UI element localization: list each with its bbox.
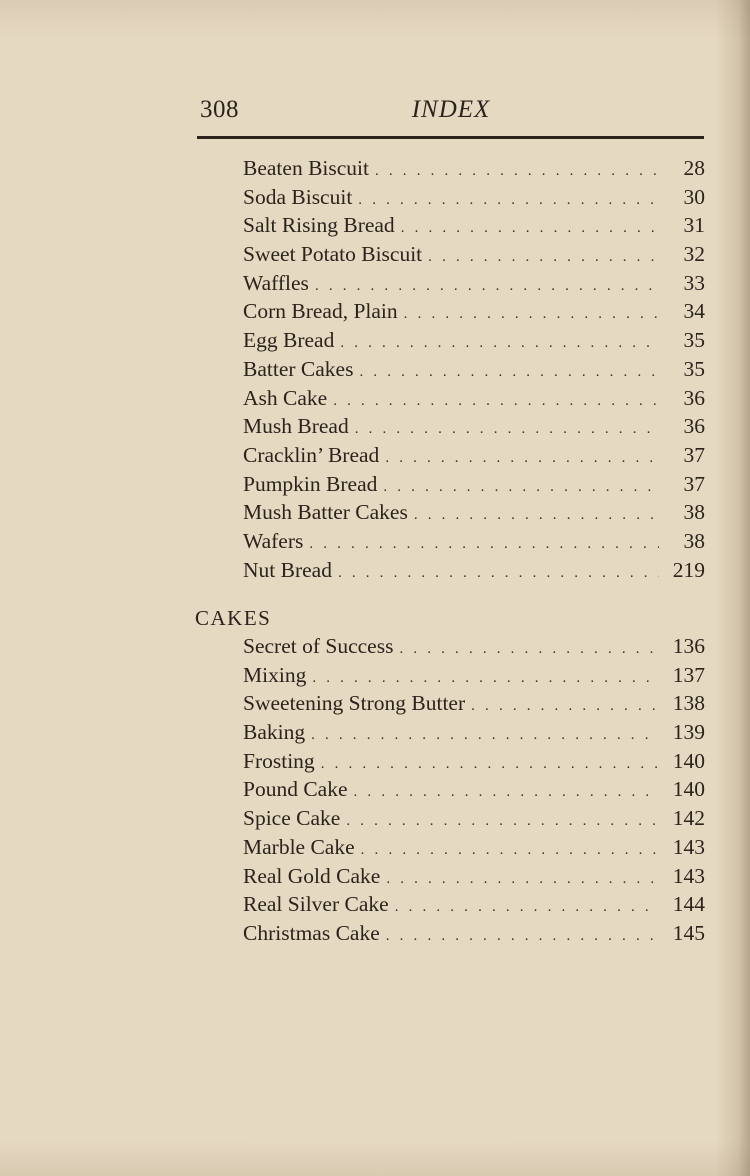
- page-number: 308: [200, 96, 239, 123]
- dot-leader: [354, 784, 659, 801]
- entry-label: Christmas Cake: [243, 920, 380, 945]
- index-entry: [243, 472, 705, 501]
- entry-page-number: 145: [672, 920, 705, 945]
- entry-label: Cracklin’ Bread: [243, 442, 380, 467]
- entry-label: Egg Bread: [243, 328, 335, 353]
- cakes-index-list: [243, 634, 705, 950]
- index-entry: [243, 500, 705, 529]
- entry-label: Marble Cake: [243, 834, 355, 859]
- dot-leader: [359, 364, 659, 381]
- entry-label: Secret of Success: [243, 634, 394, 658]
- index-entry: [243, 328, 705, 357]
- entry-page-number: 30: [683, 184, 705, 209]
- dot-leader: [404, 306, 659, 323]
- entry-page-number: 36: [683, 385, 705, 410]
- dot-leader: [386, 871, 659, 888]
- index-entry: [243, 386, 705, 415]
- header-rule: [197, 136, 704, 139]
- index-entry: [243, 835, 705, 864]
- index-entry: [243, 921, 705, 950]
- dot-leader: [340, 335, 659, 352]
- index-entry: [243, 271, 705, 300]
- entry-page-number: 219: [672, 557, 705, 582]
- dot-leader: [428, 249, 659, 266]
- entry-label: Beaten Biscuit: [243, 156, 369, 180]
- index-entry: [243, 691, 705, 720]
- index-entry: [243, 357, 705, 386]
- dot-leader: [395, 899, 659, 916]
- entry-label: Real Silver Cake: [243, 892, 389, 917]
- entry-page-number: 140: [672, 748, 705, 773]
- entry-label: Wafers: [243, 528, 304, 553]
- entry-label: Nut Bread: [243, 557, 332, 582]
- entry-label: Mush Bread: [243, 414, 349, 439]
- index-entry: [243, 242, 705, 271]
- index-entry: [243, 634, 705, 663]
- dot-leader: [399, 641, 659, 658]
- index-entry: [243, 299, 705, 328]
- index-entry: [243, 720, 705, 749]
- entry-label: Soda Biscuit: [243, 184, 353, 209]
- entry-page-number: 144: [672, 892, 705, 917]
- index-entry: [243, 213, 705, 242]
- entry-page-number: 38: [683, 500, 705, 525]
- page-header: [198, 96, 704, 130]
- entry-label: Baking: [243, 720, 306, 745]
- entry-page-number: 36: [683, 414, 705, 439]
- entry-page-number: 38: [683, 528, 705, 553]
- dot-leader: [358, 192, 659, 209]
- dot-leader: [385, 450, 659, 467]
- index-entry: [243, 749, 705, 778]
- index-entry: [243, 777, 705, 806]
- index-entry: [243, 443, 705, 472]
- index-entry: [243, 529, 705, 558]
- dot-leader: [383, 479, 659, 496]
- entry-page-number: 28: [683, 156, 705, 180]
- dot-leader: [471, 698, 659, 715]
- entry-page-number: 35: [683, 356, 705, 381]
- index-entry: [243, 892, 705, 921]
- dot-leader: [311, 727, 659, 744]
- entry-label: Ash Cake: [243, 385, 328, 410]
- dot-leader: [401, 220, 659, 237]
- entry-page-number: 34: [683, 299, 705, 324]
- entry-label: Mixing: [243, 662, 307, 687]
- entry-page-number: 35: [683, 328, 705, 353]
- dot-leader: [346, 813, 659, 830]
- running-title: INDEX: [411, 96, 491, 123]
- dot-leader: [315, 278, 659, 295]
- index-entry: [243, 185, 705, 214]
- entry-label: Real Gold Cake: [243, 863, 381, 888]
- entry-label: Batter Cakes: [243, 356, 354, 381]
- dot-leader: [355, 421, 659, 438]
- entry-label: Pumpkin Bread: [243, 471, 378, 496]
- dot-leader: [361, 842, 659, 859]
- dot-leader: [321, 756, 659, 773]
- entry-page-number: 138: [672, 691, 705, 716]
- index-entry: [243, 663, 705, 692]
- entry-label: Sweet Potato Biscuit: [243, 242, 423, 267]
- breads-index-list: [243, 156, 705, 586]
- entry-page-number: 33: [683, 270, 705, 295]
- entry-label: Waffles: [243, 270, 309, 295]
- dot-leader: [309, 536, 659, 553]
- entry-page-number: 140: [672, 777, 705, 802]
- dot-leader: [312, 670, 659, 687]
- index-entry: [243, 414, 705, 443]
- entry-page-number: 136: [672, 634, 705, 658]
- entry-page-number: 137: [672, 662, 705, 687]
- entry-page-number: 37: [683, 442, 705, 467]
- dot-leader: [333, 393, 659, 410]
- index-entry: [243, 156, 705, 185]
- dot-leader: [414, 507, 659, 524]
- entry-label: Salt Rising Bread: [243, 213, 395, 238]
- entry-label: Pound Cake: [243, 777, 348, 802]
- index-entry: [243, 864, 705, 893]
- section-title-cakes: CAKES: [195, 606, 272, 630]
- dot-leader: [375, 163, 659, 180]
- entry-label: Spice Cake: [243, 806, 341, 831]
- entry-page-number: 31: [683, 213, 705, 238]
- entry-label: Corn Bread, Plain: [243, 299, 398, 324]
- entry-page-number: 143: [672, 834, 705, 859]
- entry-page-number: 32: [683, 242, 705, 267]
- entry-label: Sweetening Strong Butter: [243, 691, 466, 716]
- index-entry: [243, 558, 705, 587]
- dot-leader: [386, 928, 659, 945]
- dot-leader: [338, 565, 659, 582]
- entry-label: Mush Batter Cakes: [243, 500, 408, 525]
- index-entry: [243, 806, 705, 835]
- entry-page-number: 37: [683, 471, 705, 496]
- entry-page-number: 142: [672, 806, 705, 831]
- entry-label: Frosting: [243, 748, 315, 773]
- entry-page-number: 139: [672, 720, 705, 745]
- entry-page-number: 143: [672, 863, 705, 888]
